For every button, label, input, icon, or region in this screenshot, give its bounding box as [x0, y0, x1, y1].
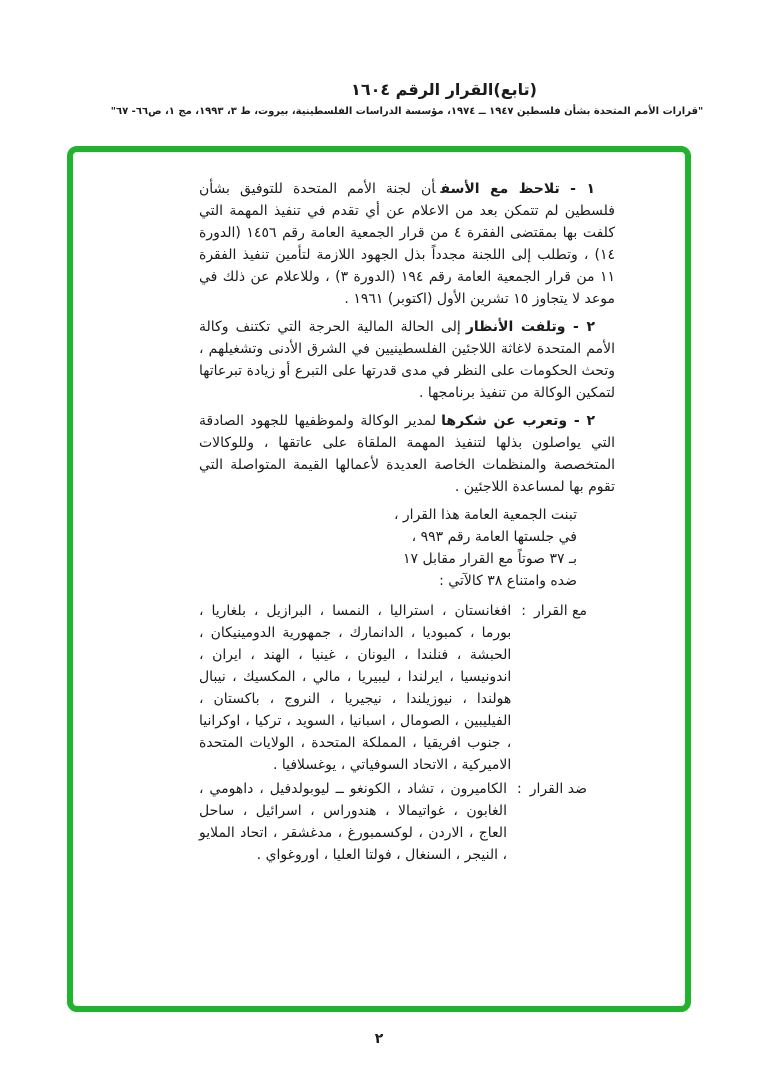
page-title: (تابع)القرار الرقم ١٦٠٤ — [351, 80, 537, 99]
vote-for-row — [199, 600, 587, 776]
paragraph-3-body: لمدير الوكالة ولموظفيها للجهود الصادقة التي يواصلون بذلها لتنفيذ المهمة الملقاة على عاتقها ، وللوكالات المتخصصة والمنظمات الخاصة العديدة لأعمالها القيمة المتواصلة التي تقوم بها لمساعدة اللاجئين . — [199, 413, 615, 495]
green-annotation-frame — [67, 146, 691, 1012]
adoption-line-2: في جلستها العامة رقم ٩٩٣ ، — [411, 529, 577, 545]
adoption-statement — [199, 504, 577, 592]
adoption-line-3: بـ ٣٧ صوتاً مع القرار مقابل ١٧ — [403, 551, 577, 567]
vote-for-label: مع القرار — [533, 603, 587, 619]
adoption-line-1: تبنت الجمعية العامة هذا القرار ، — [393, 507, 577, 523]
vote-for-colon: : — [521, 603, 526, 619]
paragraph-2-lead: ٢ - وتلفت الأنظار — [465, 319, 595, 335]
document-header — [0, 80, 758, 117]
adoption-line-4: ضده وامتناع ٣٨ كالآتي : — [439, 573, 577, 589]
vote-against-colon: : — [516, 781, 522, 797]
page-number: ٢ — [374, 1031, 384, 1047]
vote-against-label: ضد القرار — [529, 781, 587, 797]
paragraph-1-body: أن لجنة الأمم المتحدة للتوفيق بشأن فلسطين لم تتمكن بعد من الاعلام عن أي تقدم في تنفيذ المهمة التي كلفت بها بمقتضى الفقرة ٤ من قرار الجمعية العامة رقم ١٤٥٦ (الدورة ١٤) ، وتطلب إلى اللجنة مجدداً بذل الجهود اللازمة لتأمين تنفيذ الفقرة ١١ من قرار الجمعية العامة رقم ١٩٤ (الدورة ٣) ، وللاعلام عن ذلك في موعد لا يتجاوز ١٥ تشرين الأول (اكتوبر) ١٩٦١ . — [199, 181, 615, 307]
resolution-paragraph-1 — [199, 178, 615, 310]
resolution-paragraph-3 — [199, 410, 615, 498]
vote-for-countries: افغانستان ، استراليا ، النمسا ، البرازيل ، بلغاريا ، بورما ، كمبوديا ، الدانمارك ، جمهورية الدومينيكان ، الحبشة ، فنلندا ، اليونان ، غينيا ، الهند ، ايران ، اندونيسيا ، ايرلندا ، ليبيريا ، مالي ، المكسيك ، نيبال هولندا ، نيوزيلندا ، نيجيريا ، النروج ، باكستان ، الفيليبين ، الصومال ، اسبانيا ، السويد ، تركيا ، اوكرانيا ، جنوب افريقيا ، المملكة المتحدة ، الولايات المتحدة الاميركية ، الاتحاد السوفياتي ، يوغسلافيا . — [199, 603, 512, 773]
resolution-text-block — [73, 152, 685, 866]
resolution-paragraph-2 — [199, 316, 615, 404]
paragraph-1-lead: ١ - تلاحظ مع الأسف — [440, 181, 595, 197]
paragraph-3-lead: ٢ - وتعرب عن شكرها — [441, 413, 595, 429]
vote-against-countries: الكاميرون ، تشاد ، الكونغو ــ ليوبولدفيل ، داهومي ، الغابون ، غواتيمالا ، هندوراس ، اسرائيل ، ساحل العاج ، الاردن ، لوكسمبورغ ، مدغشقر ، اتحاد الملايو ، النيجر ، السنغال ، فولتا العليا ، اوروغواي . — [199, 781, 507, 863]
paragraph-2-body: إلى الحالة المالية الحرجة التي تكتنف وكالة الأمم المتحدة لاغاثة اللاجئين الفلسطينيين في الشرق الأدنى وتشغيلهم ، وتحث الحكومات على النظر في مدى قدرتها على التبرع أو زيادة تبرعاتها لتمكين الوكالة من تنفيذ برنامجها . — [199, 319, 615, 401]
vote-against-row — [199, 778, 587, 866]
source-citation: "قرارات الأمم المتحدة بشأن فلسطين ١٩٤٧ ــ ١٩٧٤، مؤسسة الدراسات الفلسطينية، بيروت، ط ٣، ١٩٩٣، مج ١، ص٦٦- ٦٧" — [110, 106, 704, 117]
